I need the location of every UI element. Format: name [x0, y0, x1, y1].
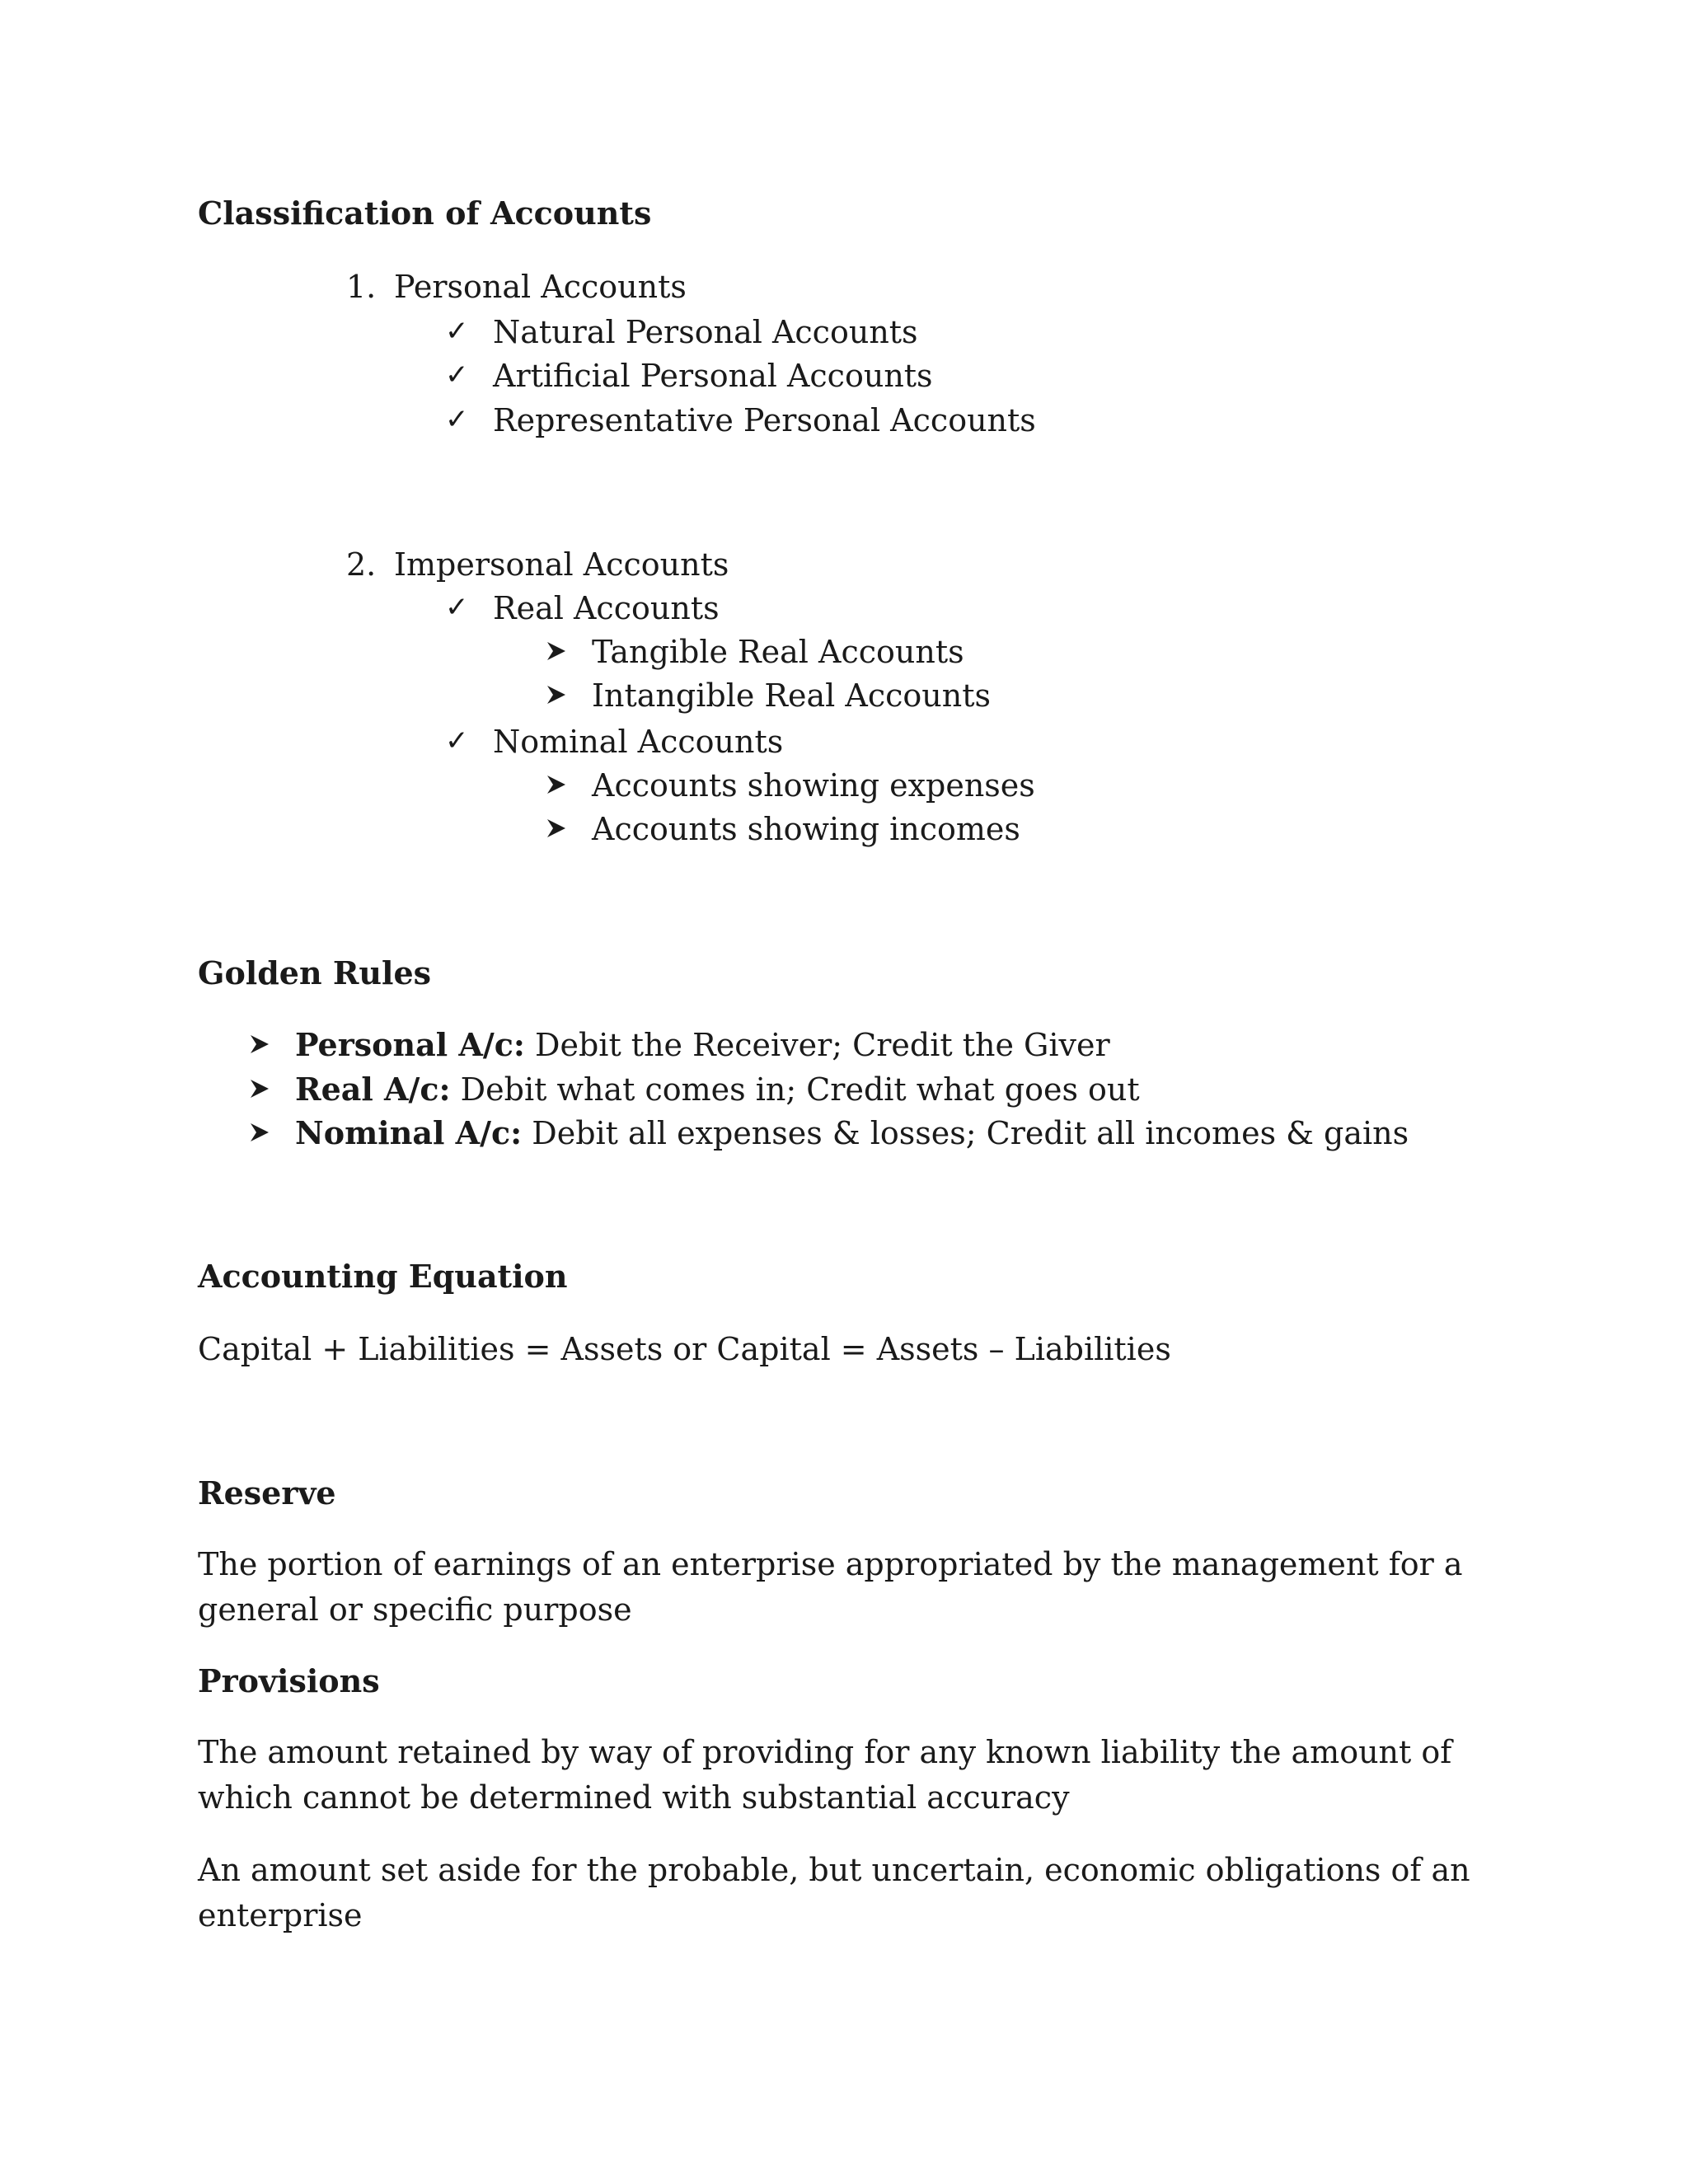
list-item-natural-personal: Natural Personal Accounts: [493, 314, 918, 350]
rule-term: Personal A/c:: [295, 1026, 525, 1063]
golden-rule-nominal: [295, 1114, 1409, 1151]
checkmark-icon: ✓: [445, 403, 469, 436]
golden-rules-heading: Golden Rules: [198, 954, 432, 991]
list-item-intangible-real: Intangible Real Accounts: [592, 677, 991, 714]
arrowhead-icon: [249, 1078, 270, 1099]
rule-text: Debit all expenses & losses; Credit all incomes & gains: [522, 1115, 1409, 1151]
provisions-definition-1: The amount retained by way of providing for any known liability the amount of which cannot be determined with substantial accuracy: [198, 1734, 1452, 1816]
list-item-accounts-incomes: Accounts showing incomes: [592, 811, 1020, 847]
rule-term: Real A/c:: [295, 1071, 451, 1108]
arrowhead-icon: [546, 684, 567, 705]
rule-text: Debit what comes in; Credit what goes out: [450, 1071, 1140, 1108]
reserve-definition: The portion of earnings of an enterprise appropriated by the management for a general or specific purpose: [198, 1546, 1463, 1628]
golden-rule-personal: [295, 1026, 1110, 1063]
list-item-impersonal-accounts: Impersonal Accounts: [394, 546, 729, 583]
list-item-personal-accounts: Personal Accounts: [394, 269, 687, 305]
list-item-tangible-real: Tangible Real Accounts: [592, 634, 964, 670]
list-item-real-accounts: Real Accounts: [493, 590, 720, 626]
provisions-definition-2: An amount set aside for the probable, but uncertain, economic obligations of an enterprise: [198, 1852, 1470, 1933]
accounting-equation-heading: Accounting Equation: [198, 1258, 568, 1295]
accounting-equation-text: Capital + Liabilities = Assets or Capital = Assets – Liabilities: [198, 1331, 1171, 1367]
classification-heading: Classification of Accounts: [198, 194, 652, 232]
checkmark-icon: ✓: [445, 315, 469, 348]
golden-rule-real: [295, 1071, 1140, 1108]
list-number-2: 2.: [346, 546, 377, 583]
list-item-nominal-accounts: Nominal Accounts: [493, 724, 784, 760]
rule-term: Nominal A/c:: [295, 1114, 523, 1151]
arrowhead-icon: [546, 640, 567, 662]
arrowhead-icon: [546, 818, 567, 839]
list-item-representative-personal: Representative Personal Accounts: [493, 402, 1036, 438]
list-item-accounts-expenses: Accounts showing expenses: [592, 767, 1035, 804]
arrowhead-icon: [546, 774, 567, 795]
checkmark-icon: ✓: [445, 724, 469, 757]
provisions-heading: Provisions: [198, 1662, 380, 1699]
reserve-heading: Reserve: [198, 1474, 336, 1511]
arrowhead-icon: [249, 1122, 270, 1143]
list-number-1: 1.: [346, 269, 377, 305]
rule-text: Debit the Receiver; Credit the Giver: [524, 1027, 1110, 1063]
checkmark-icon: ✓: [445, 359, 469, 391]
list-item-artificial-personal: Artificial Personal Accounts: [493, 358, 933, 394]
checkmark-icon: ✓: [445, 591, 469, 624]
arrowhead-icon: [249, 1033, 270, 1055]
